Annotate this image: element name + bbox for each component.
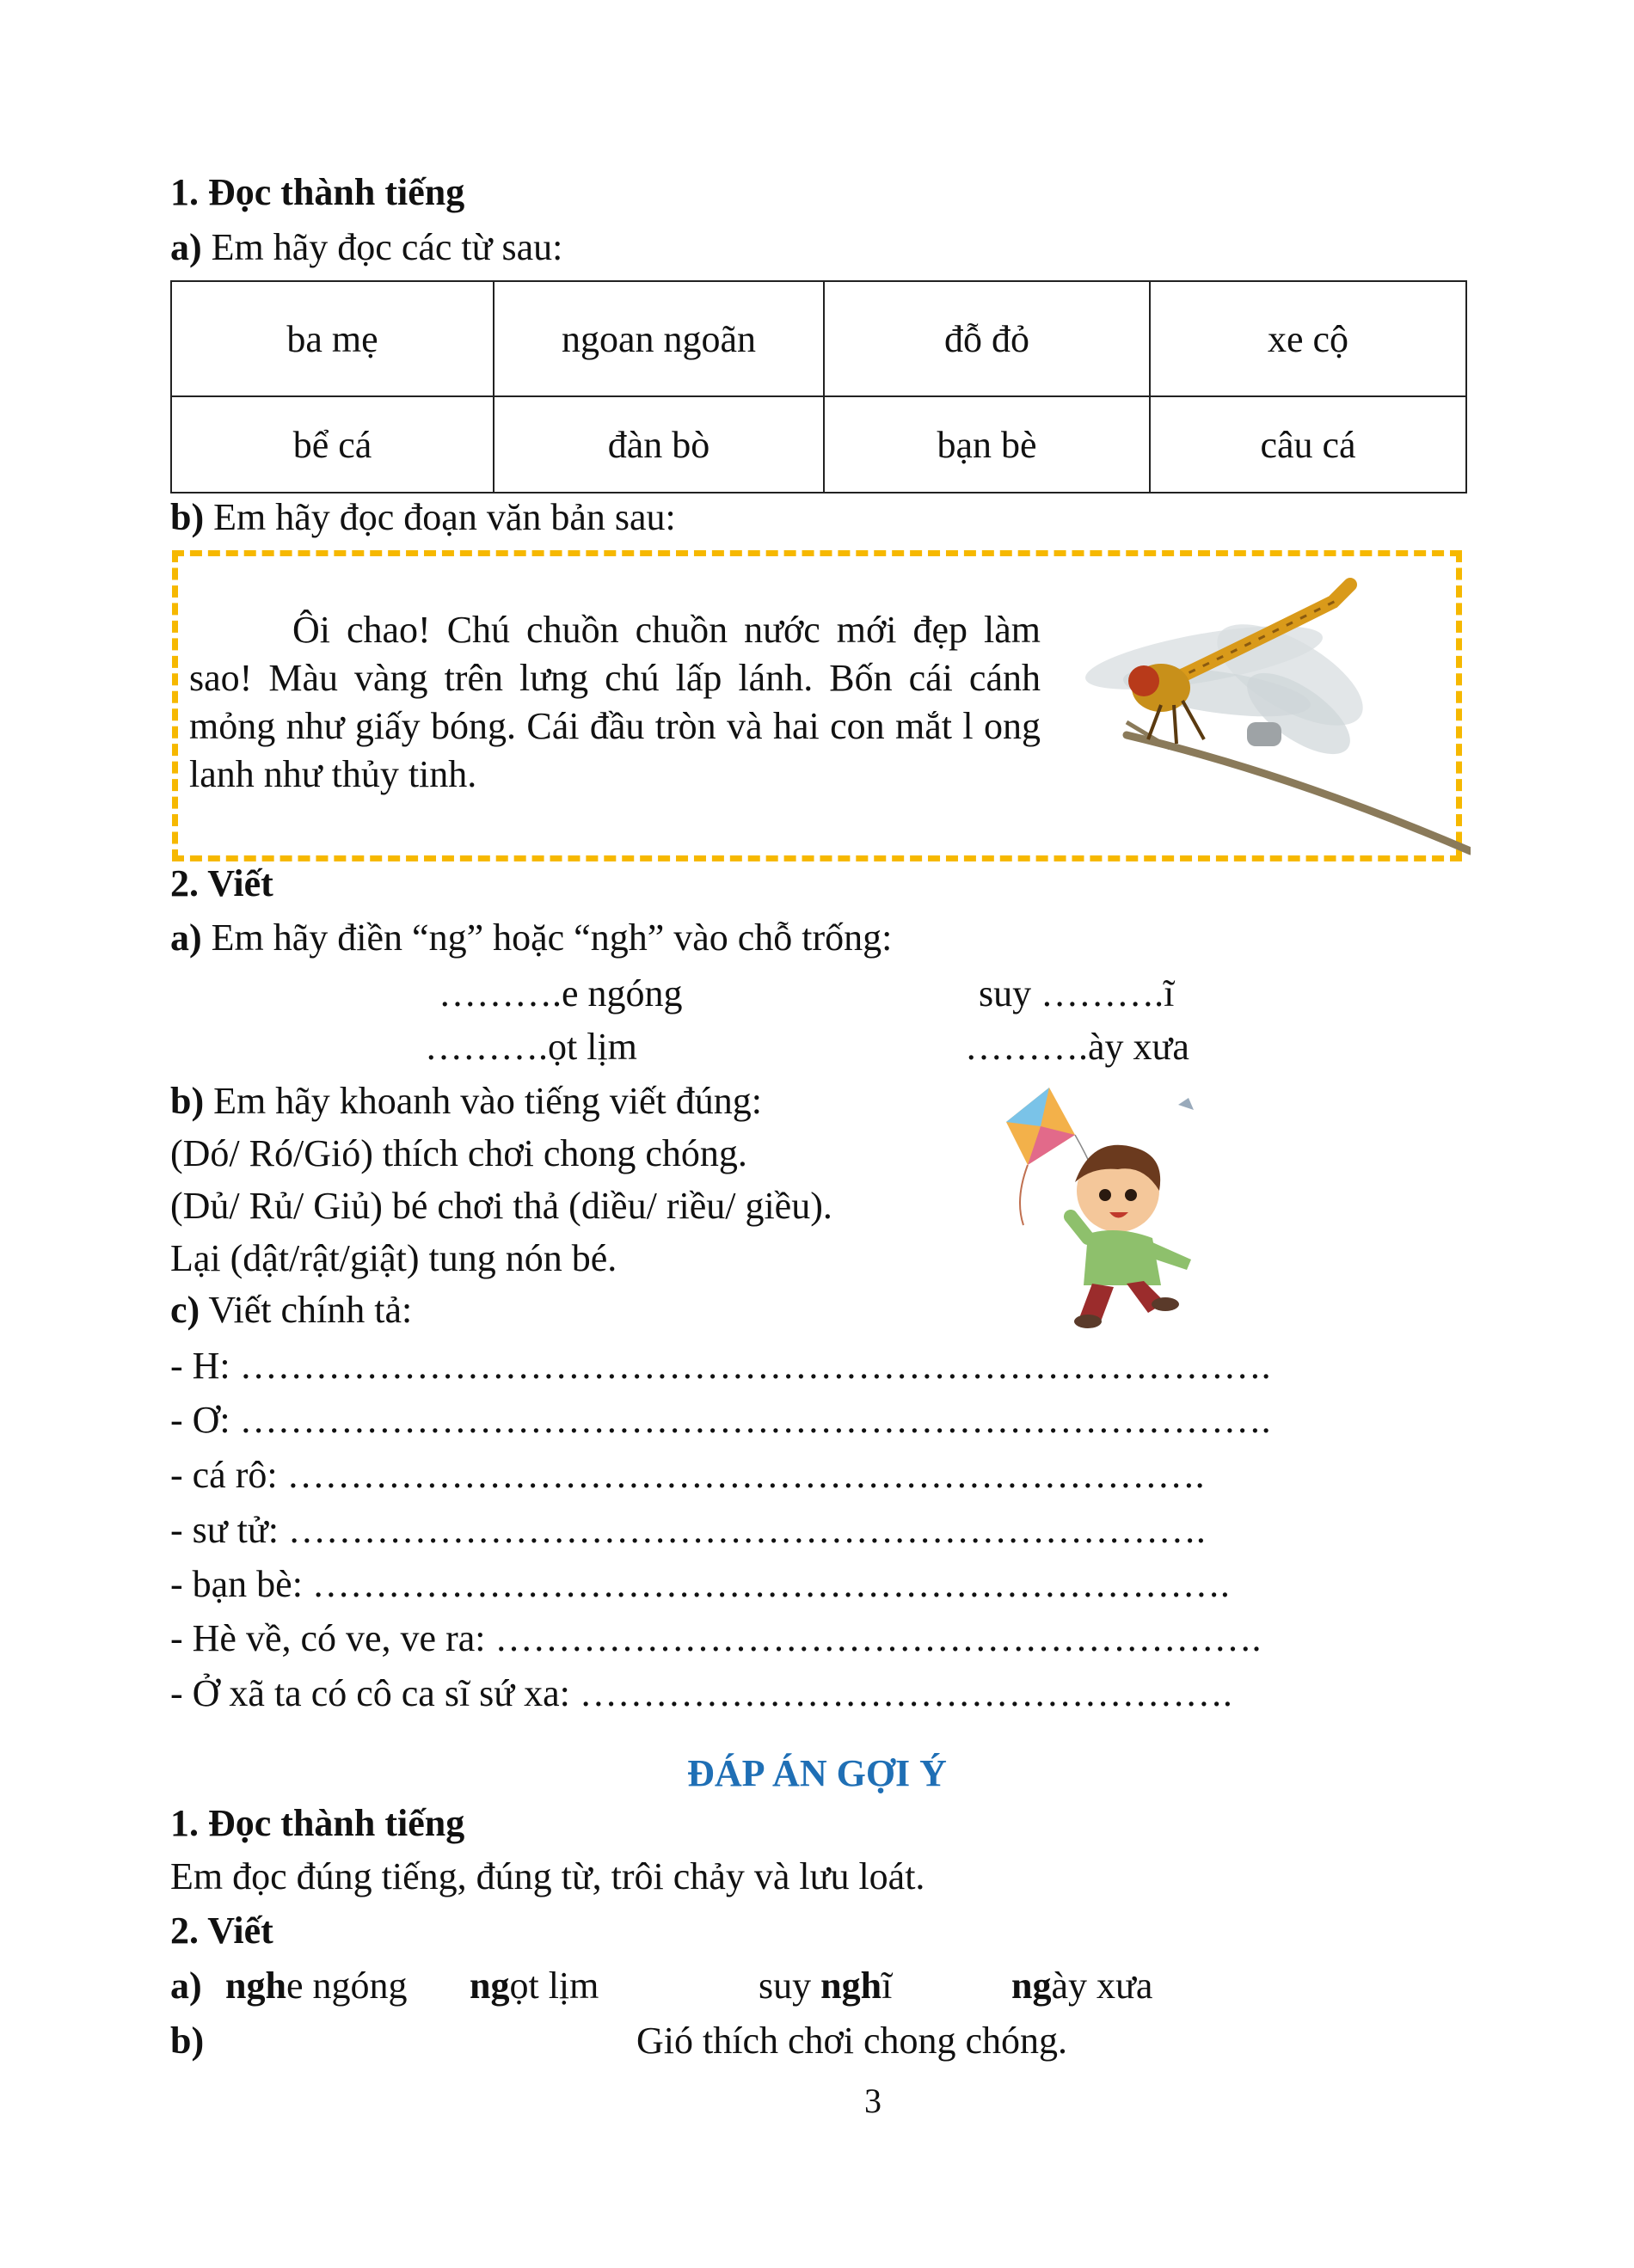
dictation-line: - sư tử: ………………………………………………………………. [170, 1509, 1206, 1551]
instruction-text: Viết chính tả: [200, 1289, 413, 1331]
answer-rest-part: e ngóng [286, 1965, 408, 2007]
fill-blank-item: ……….ày xưa [965, 1026, 1189, 1068]
answer-section2-title: 2. Viết [170, 1909, 273, 1952]
answer-rest-part: ĩ [882, 1965, 893, 2007]
word-cell: ngoan ngoãn [494, 281, 824, 396]
dictation-line: - Ở xã ta có cô ca sĩ sứ xa: ……………………………………………. [170, 1672, 1232, 1714]
word-cell: bể cá [171, 396, 494, 493]
instruction-text: Em hãy đọc đoạn văn bản sau: [204, 496, 676, 538]
choice-sentence: (Dủ/ Rủ/ Giủ) bé chơi thả (diều/ riều/ giều). [170, 1185, 832, 1227]
fill-blank-item: ……….e ngóng [439, 972, 683, 1014]
dictation-line: - Hè về, có ve, ve ra: ……………………………………………………. [170, 1617, 1262, 1659]
choice-sentence: Lại (dật/rật/giật) tung nón bé. [170, 1237, 617, 1279]
word-cell: câu cá [1150, 396, 1466, 493]
label-a: a) [170, 916, 202, 959]
dictation-line: - H: ………………………………………………………………………. [170, 1345, 1271, 1387]
answer-item [759, 1962, 892, 2010]
section2-b-instruction [170, 1077, 762, 1125]
word-cell: đàn bò [494, 396, 824, 493]
section2-title: 2. Viết [170, 862, 273, 904]
section1-a-instruction [170, 224, 562, 272]
answer-rest-part: ọt lịm [509, 1965, 599, 2007]
word-cell: ba mẹ [171, 281, 494, 396]
answer-item [470, 1962, 599, 2010]
answer-b-row [170, 2017, 204, 2065]
answer-bold-part: ng [470, 1965, 510, 2007]
answer-pre-part: suy [759, 1965, 821, 2007]
answer-section1-text: Em đọc đúng tiếng, đúng từ, trôi chảy và lưu loát. [170, 1855, 925, 1897]
dictation-line: - bạn bè: ………………………………………………………………. [170, 1563, 1230, 1605]
instruction-text: Em hãy khoanh vào tiếng viết đúng: [204, 1080, 762, 1122]
label-b: b) [170, 496, 205, 538]
section2-a-instruction [170, 914, 892, 962]
answer-section1-title: 1. Đọc thành tiếng [170, 1802, 465, 1844]
answer-item [1011, 1962, 1152, 2010]
label-a: a) [170, 226, 202, 268]
answer-bold-part: ngh [225, 1965, 286, 2007]
dragonfly-illustration [1075, 576, 1471, 860]
section1-title: 1. Đọc thành tiếng [170, 171, 465, 213]
answer-bold-part: ng [1011, 1965, 1052, 2007]
word-cell: xe cộ [1150, 281, 1466, 396]
section2-c-instruction [170, 1286, 412, 1334]
answer-rest-part: ày xưa [1051, 1965, 1153, 2007]
instruction-text: Em hãy điền “ng” hoặc “ngh” vào chỗ trống: [201, 916, 893, 959]
answer-item [225, 1962, 407, 2010]
answer-key-title: ĐÁP ÁN GỢI Ý [687, 1752, 947, 1794]
label-c: c) [170, 1289, 200, 1331]
choice-sentence: (Dó/ Ró/Gió) thích chơi chong chóng. [170, 1132, 747, 1174]
fill-blank-item: ……….ọt lịm [425, 1026, 637, 1068]
fill-blank-item: suy ……….ĩ [979, 972, 1175, 1014]
dictation-line: - cá rô: ………………………………………………………………. [170, 1454, 1205, 1496]
word-table [170, 280, 1467, 493]
word-cell: đỗ đỏ [824, 281, 1150, 396]
word-cell: bạn bè [824, 396, 1150, 493]
answer-b-text: Gió thích chơi chong chóng. [636, 2020, 1068, 2062]
instruction-text: Em hãy đọc các từ sau: [201, 226, 563, 268]
label-b: b) [170, 2020, 205, 2062]
reading-passage: Ôi chao! Chú chuồn chuồn nước mới đẹp làm sao! Màu vàng trên lưng chú lấp lánh. Bốn cái cánh mỏng như giấy bóng. Cái đầu tròn và hai con mắt l ong lanh như thủy tinh. [189, 609, 1041, 795]
answer-a-row [170, 1962, 202, 2010]
label-a: a) [170, 1965, 202, 2007]
kid-with-kite-illustration [989, 1088, 1213, 1328]
page-number: 3 [864, 2081, 882, 2120]
label-b: b) [170, 1080, 205, 1122]
answer-bold-part: ngh [820, 1965, 882, 2007]
dictation-line: - Ơ: ………………………………………………………………………. [170, 1399, 1271, 1441]
section1-b-instruction [170, 493, 676, 542]
